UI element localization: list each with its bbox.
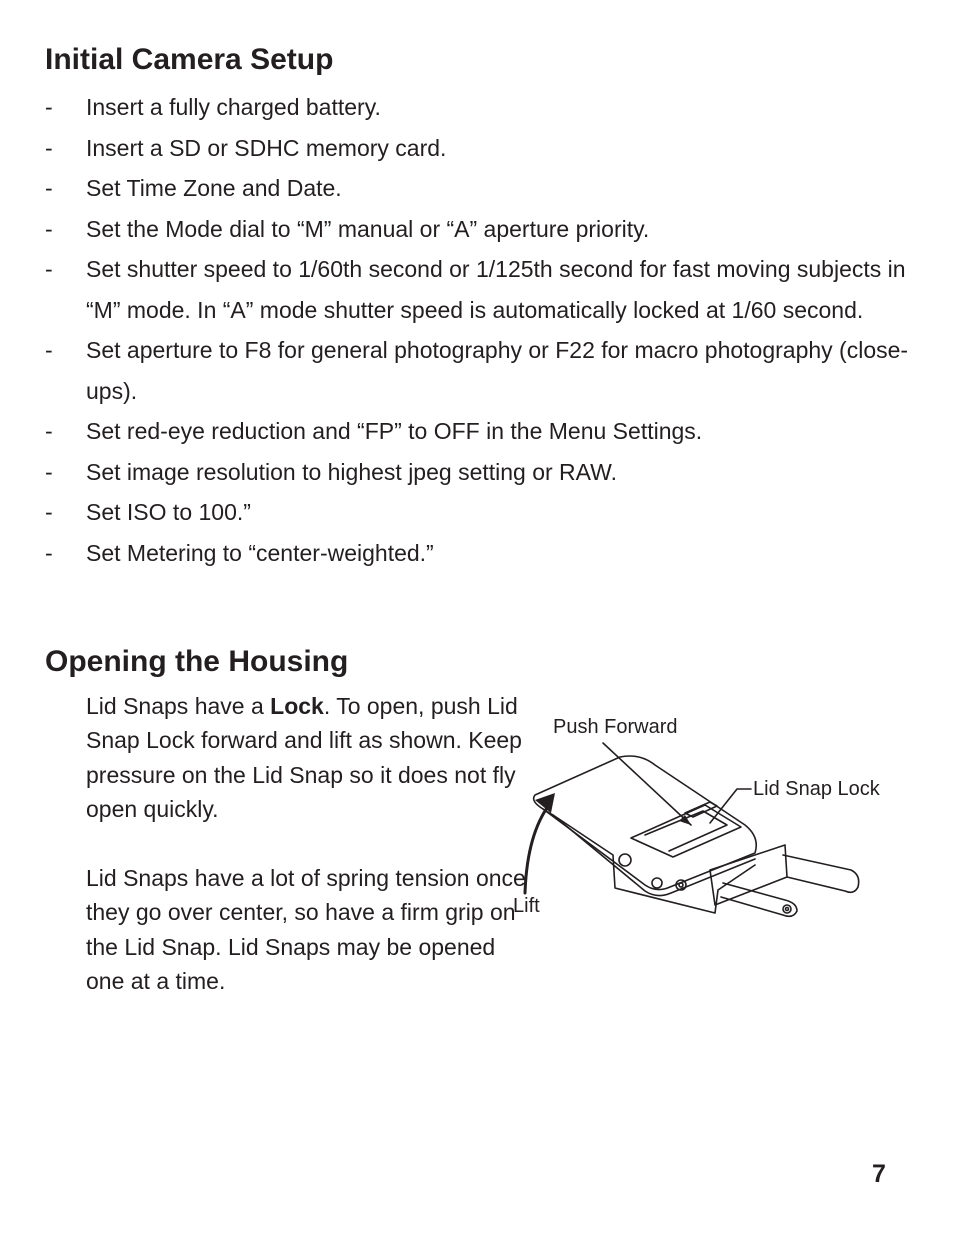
setup-step bbox=[45, 168, 915, 209]
step-bullet: - bbox=[45, 134, 53, 161]
setup-step bbox=[45, 87, 915, 128]
step-bullet: - bbox=[45, 499, 53, 525]
step-text: Set Metering to “center-weighted.” bbox=[86, 539, 434, 566]
lid-snap-tension-paragraph: Lid Snaps have a lot of spring tension once they go over center, so have a firm grip on the Lid Snap. Lid Snaps may be opened one at a time. bbox=[86, 865, 526, 994]
step-text: Insert a SD or SDHC memory card. bbox=[86, 134, 447, 161]
setup-step bbox=[45, 330, 915, 411]
setup-step-list bbox=[45, 87, 915, 573]
step-text: Insert a fully charged battery. bbox=[86, 94, 381, 120]
para-text: . To open, push Lid Snap Lock forward and lift as shown. Keep pressure on the Lid Snap so it does not fly open quickly. bbox=[86, 693, 522, 822]
bail-pivot bbox=[783, 905, 791, 913]
step-bullet: - bbox=[45, 256, 53, 282]
step-bullet: - bbox=[45, 458, 53, 485]
lock-emphasis: Lock bbox=[270, 693, 324, 719]
wire-bail-upper bbox=[783, 855, 859, 892]
bail-pivot-inner bbox=[786, 908, 789, 911]
step-text: Set the Mode dial to “M” manual or “A” aperture priority. bbox=[86, 215, 650, 242]
setup-step bbox=[45, 452, 915, 493]
section-title-initial-camera-setup: Initial Camera Setup bbox=[45, 43, 334, 76]
leader-line-push bbox=[603, 743, 691, 825]
step-bullet: - bbox=[45, 539, 53, 566]
lid-snap-diagram bbox=[505, 705, 905, 935]
setup-step bbox=[45, 249, 915, 330]
lid-snap-instructions-paragraph bbox=[86, 689, 526, 826]
setup-step bbox=[45, 533, 915, 574]
step-text: Set image resolution to highest jpeg setting or RAW. bbox=[86, 458, 617, 485]
step-bullet: - bbox=[45, 215, 53, 242]
setup-step bbox=[45, 128, 915, 169]
para-text: Lid Snaps have a bbox=[86, 693, 271, 719]
push-forward-label: Push Forward bbox=[553, 716, 678, 738]
lift-arrow bbox=[525, 805, 549, 893]
step-text: Set aperture to F8 for general photography or F22 for macro photography (close-ups). bbox=[86, 337, 909, 404]
step-bullet: - bbox=[45, 94, 53, 120]
step-bullet: - bbox=[45, 337, 53, 363]
step-text: Set ISO to 100.” bbox=[86, 499, 251, 525]
step-bullet: - bbox=[45, 418, 53, 444]
setup-step bbox=[45, 411, 915, 452]
bracket-hole bbox=[619, 854, 631, 866]
setup-step bbox=[45, 492, 915, 533]
lift-label: Lift bbox=[513, 895, 540, 917]
step-text: Set shutter speed to 1/60th second or 1/125th second for fast moving subjects in “M” mode. In “A” mode shutter speed is automatically locked at 1/60 second. bbox=[86, 256, 906, 323]
hinge-block bbox=[710, 845, 787, 905]
page-number: 7 bbox=[872, 1160, 886, 1188]
setup-step bbox=[45, 209, 915, 250]
pivot-bolt-inner bbox=[679, 883, 683, 887]
step-bullet: - bbox=[45, 175, 53, 201]
step-text: Set red-eye reduction and “FP” to OFF in the Menu Settings. bbox=[86, 418, 703, 444]
section-title-opening-the-housing: Opening the Housing bbox=[45, 645, 349, 678]
lid-snap-lock-label: Lid Snap Lock bbox=[753, 778, 880, 800]
step-text: Set Time Zone and Date. bbox=[86, 175, 342, 201]
bracket-hole bbox=[652, 878, 662, 888]
